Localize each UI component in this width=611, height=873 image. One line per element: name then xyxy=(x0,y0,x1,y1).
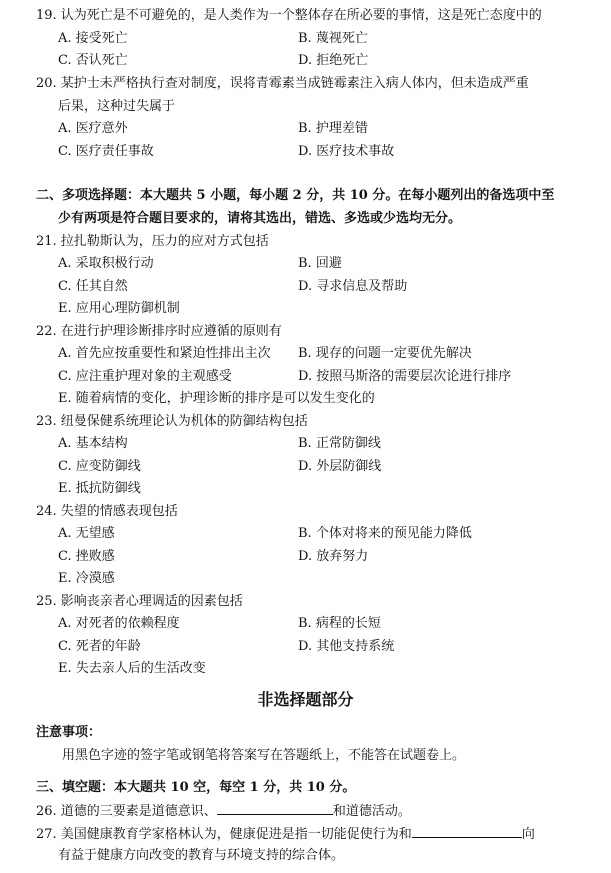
section2-heading-line2: 少有两项是符合题目要求的，请将其选出，错选、多选或少选均无分。 xyxy=(58,211,462,226)
q24-option-d: D. 放弃努力 xyxy=(298,549,369,564)
q25-stem: 25. 影响丧亲者心理调适的因素包括 xyxy=(36,594,243,609)
q22-option-d: D. 按照马斯洛的需要层次论进行排序 xyxy=(298,369,512,384)
q23-stem: 23. 纽曼保健系统理论认为机体的防御结构包括 xyxy=(36,414,308,429)
q24-option-b: B. 个体对将来的预见能力降低 xyxy=(298,526,472,541)
q21-option-c: C. 任其自然 xyxy=(58,279,128,294)
q23-option-e: E. 抵抗防御线 xyxy=(58,481,141,496)
q27-text-before: 27. 美国健康教育学家格林认为，健康促进是指一切能促使行为和 xyxy=(36,827,412,842)
q22-option-a: A. 首先应按重要性和紧迫性排出主次 xyxy=(58,346,271,361)
q26-answer-blank xyxy=(217,802,333,815)
q21-option-e: E. 应用心理防御机制 xyxy=(58,301,180,316)
q19-option-b: B. 蔑视死亡 xyxy=(298,31,368,46)
q20-stem-line1: 20. 某护士未严格执行查对制度，误将青霉素当成链霉素注入病人体内，但未造成严重 xyxy=(36,76,529,91)
q27-text-after: 向 xyxy=(521,827,535,842)
q20-option-c: C. 医疗责任事故 xyxy=(58,144,154,159)
q21-option-d: D. 寻求信息及帮助 xyxy=(298,279,408,294)
q25-option-c: C. 死者的年龄 xyxy=(58,639,141,654)
q22-stem: 22. 在进行护理诊断排序时应遵循的原则有 xyxy=(36,324,282,339)
q19-stem: 19. 认为死亡是不可避免的，是人类作为一个整体存在所必要的事情，这是死亡态度中的 xyxy=(36,8,542,23)
q20-option-a: A. 医疗意外 xyxy=(58,121,128,136)
q24-option-e: E. 冷漠感 xyxy=(58,571,115,586)
q25-option-e: E. 失去亲人后的生活改变 xyxy=(58,661,206,676)
q19-option-c: C. 否认死亡 xyxy=(58,53,128,68)
q25-option-b: B. 病程的长短 xyxy=(298,616,381,631)
q23-option-c: C. 应变防御线 xyxy=(58,459,141,474)
q24-option-a: A. 无望感 xyxy=(58,526,115,541)
q22-option-b: B. 现存的问题一定要优先解决 xyxy=(298,346,472,361)
q20-option-d: D. 医疗技术事故 xyxy=(298,144,395,159)
q27-answer-blank xyxy=(412,825,522,838)
q23-option-a: A. 基本结构 xyxy=(58,436,128,451)
q19-option-d: D. 拒绝死亡 xyxy=(298,53,369,68)
q26-text-before: 26. 道德的三要素是道德意识、 xyxy=(36,804,217,819)
q19-option-a: A. 接受死亡 xyxy=(58,31,128,46)
section2-heading-line1: 二、多项选择题：本大题共 5 小题，每小题 2 分，共 10 分。在每小题列出的备选项中至 xyxy=(36,188,555,203)
part-title: 非选择题部分 xyxy=(257,690,354,709)
q20-option-b: B. 护理差错 xyxy=(298,121,368,136)
q23-option-d: D. 外层防御线 xyxy=(298,459,382,474)
q26-line xyxy=(36,802,411,821)
q22-option-e: E. 随着病情的变化，护理诊断的排序是可以发生变化的 xyxy=(58,391,375,406)
q21-option-a: A. 采取积极行动 xyxy=(58,256,154,271)
q20-stem-line2: 后果，这种过失属于 xyxy=(58,99,176,114)
q25-option-d: D. 其他支持系统 xyxy=(298,639,395,654)
section3-heading: 三、填空题：本大题共 10 空，每空 1 分，共 10 分。 xyxy=(36,780,356,795)
q26-text-after: 和道德活动。 xyxy=(332,804,411,819)
q22-option-c: C. 应注重护理对象的主观感受 xyxy=(58,369,232,384)
q27-line2: 有益于健康方向改变的教育与环境支持的综合体。 xyxy=(58,848,345,863)
q23-option-b: B. 正常防御线 xyxy=(298,436,381,451)
notice-heading: 注意事项： xyxy=(36,725,102,740)
q24-option-c: C. 挫败感 xyxy=(58,549,115,564)
q27-line1 xyxy=(36,825,535,844)
q25-option-a: A. 对死者的依赖程度 xyxy=(58,616,180,631)
q21-stem: 21. 拉扎勒斯认为，压力的应对方式包括 xyxy=(36,234,269,249)
notice-body: 用黑色字迹的签字笔或钢笔将答案写在答题纸上，不能答在试题卷上。 xyxy=(62,748,466,763)
q21-option-b: B. 回避 xyxy=(298,256,342,271)
q24-stem: 24. 失望的情感表现包括 xyxy=(36,504,178,519)
